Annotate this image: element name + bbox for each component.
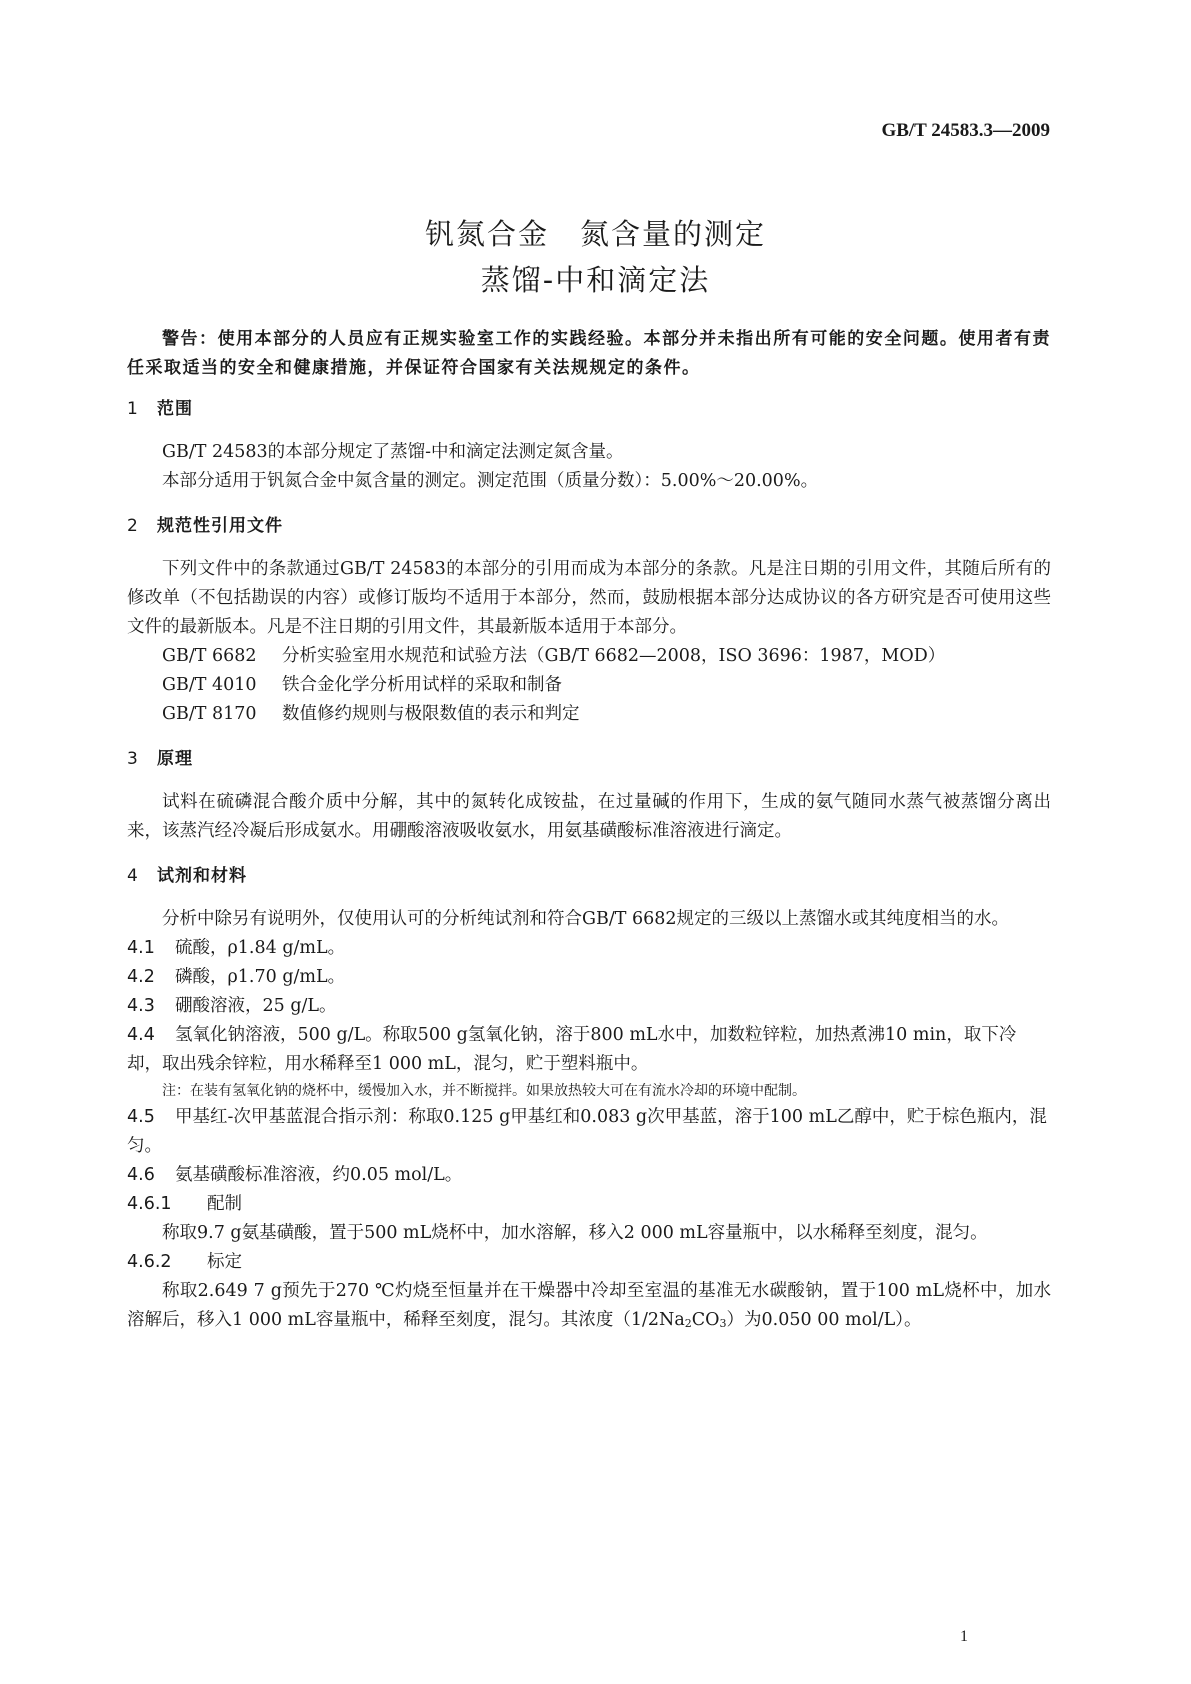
item-number: 4.6 — [127, 1165, 155, 1185]
subscript: 3 — [719, 1317, 727, 1330]
item-text: 甲基红-次甲基蓝混合指示剂：称取0.125 g甲基红和0.083 g次甲基蓝，溶于100 mL乙醇中，贮于棕色瓶内，混匀。 — [127, 1107, 1047, 1156]
reference-item — [127, 671, 1051, 700]
section-number: 3 — [127, 749, 139, 769]
reference-item — [127, 700, 1051, 729]
item-text: 氢氧化钠溶液，500 g/L。称取500 g氢氧化钠，溶于800 mL水中，加数粒锌粒，加热煮沸10 min，取下冷却，取出残余锌粒，用水稀释至1 000 mL，混匀，贮于塑料瓶中。 — [127, 1025, 1017, 1074]
subclause-title: 配制 — [207, 1194, 242, 1214]
standard-number: GB/T 24583.3—2009 — [881, 120, 1050, 141]
section-title: 范围 — [157, 399, 193, 419]
reagent-item — [127, 1103, 1051, 1161]
reference-code: GB/T 8170 — [162, 704, 257, 724]
text-run: 称取2.649 7 g预先于270 ℃灼烧至恒量并在干燥器中冷却至室温的基准无水碳酸钠，置于100 mL烧杯中，加水溶解后，移入1 000 mL容量瓶中，稀释至刻度，混匀。其浓度（1/2Na — [127, 1281, 1051, 1330]
paragraph: 试料在硫磷混合酸介质中分解，其中的氮转化成铵盐，在过量碱的作用下，生成的氨气随同水蒸气被蒸馏分离出来，该蒸汽经冷凝后形成氨水。用硼酸溶液吸收氨水，用氨基磺酸标准溶液进行滴定。 — [127, 792, 1051, 841]
subscript: 2 — [684, 1317, 692, 1330]
item-number: 4.3 — [127, 996, 155, 1016]
paragraph: GB/T 24583的本部分规定了蒸馏-中和滴定法测定氮含量。 — [162, 442, 624, 462]
item-text: 硼酸溶液，25 g/L。 — [175, 996, 337, 1016]
reagent-item — [127, 992, 1051, 1021]
section-number: 1 — [127, 399, 139, 419]
subclause-title: 标定 — [207, 1252, 242, 1272]
text-run: ）为0.050 00 mol/L）。 — [726, 1310, 922, 1330]
note: 注：在装有氢氧化钠的烧杯中，缓慢加入水，并不断搅拌。如果放热较大可在有流水冷却的环境中配制。 — [162, 1083, 806, 1099]
reagent-item — [127, 934, 1051, 963]
reference-code: GB/T 4010 — [162, 675, 257, 695]
text-run: CO — [691, 1310, 720, 1330]
section-heading-principle — [127, 745, 1051, 774]
paragraph: 下列文件中的条款通过GB/T 24583的本部分的引用而成为本部分的条款。凡是注日期的引用文件，其随后所有的修改单（不包括勘误的内容）或修订版均不适用于本部分，然而，鼓励根据本部分达成协议的各方研究是否可使用这些文件的最新版本。凡是不注日期的引用文件，其最新版本适用于本部分。 — [127, 559, 1051, 637]
section-number: 4 — [127, 866, 139, 886]
document-title-line1: 钒氮合金 氮含量的测定 — [424, 217, 766, 251]
item-text: 氨基磺酸标准溶液，约0.05 mol/L。 — [175, 1165, 463, 1185]
item-number: 4.6.1 — [127, 1194, 172, 1214]
paragraph: 称取9.7 g氨基磺酸，置于500 mL烧杯中，加水溶解，移入2 000 mL容量瓶中，以水稀释至刻度，混匀。 — [162, 1223, 988, 1243]
item-number: 4.4 — [127, 1025, 155, 1045]
item-number: 4.1 — [127, 938, 155, 958]
section-title: 规范性引用文件 — [157, 516, 283, 536]
paragraph — [127, 1277, 1051, 1338]
item-number: 4.6.2 — [127, 1252, 172, 1272]
item-number: 4.2 — [127, 967, 155, 987]
paragraph: 分析中除另有说明外，仅使用认可的分析纯试剂和符合GB/T 6682规定的三级以上蒸馏水或其纯度相当的水。 — [162, 909, 1010, 929]
item-text: 磷酸，ρ1.70 g/mL。 — [175, 967, 346, 987]
document-body — [127, 325, 1051, 1338]
reagent-item — [127, 1021, 1051, 1079]
reference-item — [127, 642, 1051, 671]
section-title: 原理 — [157, 749, 193, 769]
subclause-heading — [127, 1190, 1051, 1219]
section-heading-scope — [127, 395, 1051, 424]
reagent-item — [127, 963, 1051, 992]
page-number: 1 — [960, 1628, 968, 1645]
warning-paragraph: 警告：使用本部分的人员应有正规实验室工作的实践经验。本部分并未指出所有可能的安全问题。使用者有责任采取适当的安全和健康措施，并保证符合国家有关法规规定的条件。 — [127, 329, 1051, 378]
item-number: 4.5 — [127, 1107, 155, 1127]
section-heading-normative-references — [127, 512, 1051, 541]
reference-code: GB/T 6682 — [162, 646, 257, 666]
item-text: 硫酸，ρ1.84 g/mL。 — [175, 938, 346, 958]
document-title-line2: 蒸馏-中和滴定法 — [480, 263, 711, 297]
reference-title: 分析实验室用水规范和试验方法（GB/T 6682—2008，ISO 3696：1987，MOD） — [282, 646, 946, 666]
section-heading-reagents — [127, 862, 1051, 891]
reference-title: 铁合金化学分析用试样的采取和制备 — [282, 675, 562, 695]
reference-title: 数值修约规则与极限数值的表示和判定 — [282, 704, 580, 724]
section-number: 2 — [127, 516, 139, 536]
subclause-heading — [127, 1248, 1051, 1277]
reagent-item — [127, 1161, 1051, 1190]
section-title: 试剂和材料 — [157, 866, 247, 886]
paragraph: 本部分适用于钒氮合金中氮含量的测定。测定范围（质量分数）：5.00%～20.00%。 — [162, 471, 819, 491]
